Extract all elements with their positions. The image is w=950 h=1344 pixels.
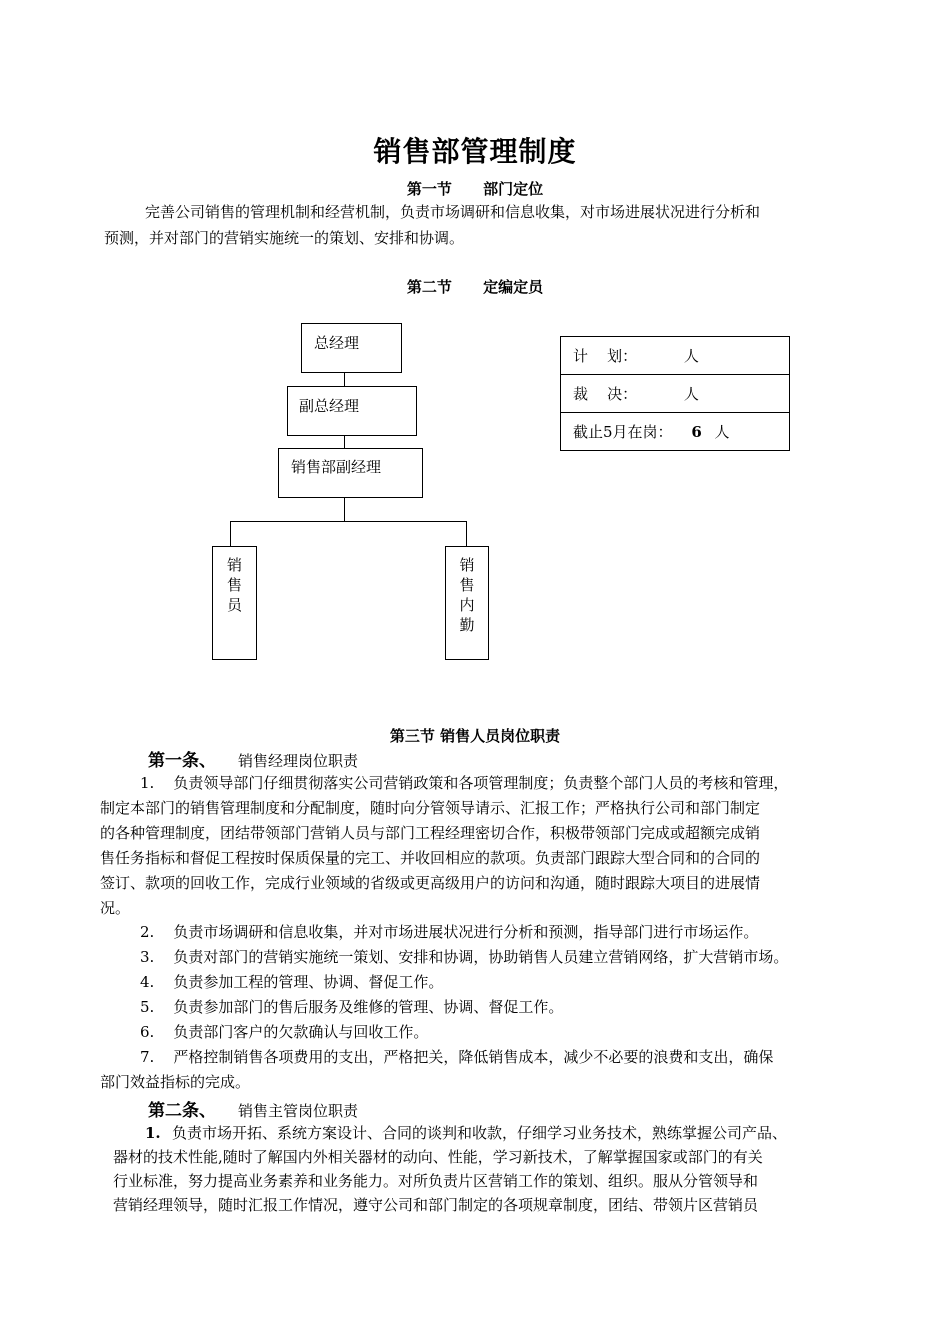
org-node-gm [301, 323, 402, 373]
staffing-row-cut [561, 375, 790, 413]
article2-item1-num: 1. [145, 1124, 161, 1142]
staffing-onduty-unit: 人 [714, 423, 730, 441]
article2-heading [148, 1096, 358, 1121]
article2-num: 第二条、 [148, 1101, 216, 1121]
section3-heading: 第三节 销售人员岗位职责 [389, 727, 561, 745]
article1-title: 销售经理岗位职责 [238, 752, 359, 770]
staffing-cell [561, 413, 790, 451]
org-node-vgm-label: 副总经理 [299, 397, 360, 415]
org-node-sales-vm-label: 销售部副经理 [291, 458, 382, 476]
org-connector [230, 521, 467, 522]
staffing-table [560, 336, 790, 451]
org-node-salesman-char: 员 [226, 596, 242, 614]
staffing-plan-label: 计 划： [573, 347, 638, 365]
org-node-sales-clerk [445, 546, 489, 660]
section1-body-line2: 预测，并对部门的营销实施统一的策划、安排和协调。 [104, 229, 465, 247]
article2-title: 销售主管岗位职责 [238, 1102, 359, 1120]
article1-item1-line: 签订、款项的回收工作，完成行业领域的省级或更高级用户的访问和沟通，随时跟踪大项目的进展情 [100, 874, 761, 892]
org-connector [466, 521, 467, 546]
article1-item7-line: 7. 严格控制销售各项费用的支出，严格把关，降低销售成本，减少不必要的浪费和支出，确保 [140, 1048, 774, 1066]
org-connector [344, 373, 345, 386]
article1-item1-line: 制定本部门的销售管理制度和分配制度，随时向分管领导请示、汇报工作；严格执行公司和部门制定 [100, 799, 761, 817]
article2-item1-line: 负责市场开拓、系统方案设计、合同的谈判和收款，仔细学习业务技术，熟练掌握公司产品、 [172, 1124, 788, 1142]
org-connector [230, 521, 231, 546]
article1-item1-line: 况。 [100, 899, 131, 917]
article1-item1-line: 1. 负责领导部门仔细贯彻落实公司营销政策和各项管理制度；负责整个部门人员的考核和管理， [140, 774, 789, 792]
article2-item1-line: 器材的技术性能,随时了解国内外相关器材的动向、性能，学习新技术，了解掌握国家或部门的有关 [113, 1148, 763, 1166]
article1-item1-line: 的各种管理制度，团结带领部门营销人员与部门工程经理密切合作，积极带领部门完成或超额完成销 [100, 824, 761, 842]
org-node-salesman-char: 销 [226, 556, 242, 574]
article2-item1-line: 营销经理领导，随时汇报工作情况，遵守公司和部门制定的各项规章制度，团结、带领片区营销员 [113, 1196, 759, 1214]
staffing-onduty-label: 截止5月在岗： [573, 423, 673, 441]
org-node-salesman [212, 546, 257, 660]
article1-item: 3. 负责对部门的营销实施统一策划、安排和协调，协助销售人员建立营销网络，扩大营销市场。 [140, 948, 789, 966]
staffing-row-onduty [561, 413, 790, 451]
article1-item: 5. 负责参加部门的售后服务及维修的管理、协调、督促工作。 [140, 998, 564, 1016]
article1-num: 第一条、 [148, 751, 216, 771]
article1-item: 4. 负责参加工程的管理、协调、督促工作。 [140, 973, 444, 991]
article1-item7-line: 部门效益指标的完成。 [100, 1073, 251, 1091]
org-node-sales-clerk-char: 内 [459, 596, 475, 614]
staffing-row-plan [561, 337, 790, 375]
org-node-sales-vm [278, 448, 423, 498]
staffing-cell [561, 375, 790, 413]
section1-body-line1: 完善公司销售的管理机制和经营机制，负责市场调研和信息收集，对市场进展状况进行分析和 [145, 203, 761, 221]
org-node-sales-clerk-char: 售 [459, 576, 475, 594]
staffing-onduty-value: 6 [691, 423, 702, 441]
article1-heading [148, 746, 358, 771]
org-connector [344, 436, 345, 448]
staffing-cell [561, 337, 790, 375]
org-node-sales-clerk-char: 勤 [459, 616, 475, 634]
org-node-sales-clerk-char: 销 [459, 556, 475, 574]
section1-heading: 第一节 部门定位 [406, 180, 544, 198]
article1-item1-line: 售任务指标和督促工程按时保质保量的完工、并收回相应的款项。负责部门跟踪大型合同和的合同的 [100, 849, 761, 867]
org-connector [344, 498, 345, 521]
org-node-vgm [287, 386, 417, 436]
staffing-plan-unit: 人 [683, 347, 699, 365]
org-node-salesman-char: 售 [226, 576, 242, 594]
article1-item: 6. 负责部门客户的欠款确认与回收工作。 [140, 1023, 429, 1041]
article1-item: 2. 负责市场调研和信息收集，并对市场进展状况进行分析和预测，指导部门进行市场运作。 [140, 923, 759, 941]
staffing-cut-label: 裁 决： [573, 385, 638, 403]
org-node-gm-label: 总经理 [314, 334, 360, 352]
page-title: 销售部管理制度 [373, 135, 577, 168]
section2-heading: 第二节 定编定员 [406, 278, 544, 296]
article2-item1-line: 行业标准，努力提高业务素养和业务能力。对所负责片区营销工作的策划、组织。服从分管领导和 [113, 1172, 759, 1190]
staffing-cut-unit: 人 [683, 385, 699, 403]
